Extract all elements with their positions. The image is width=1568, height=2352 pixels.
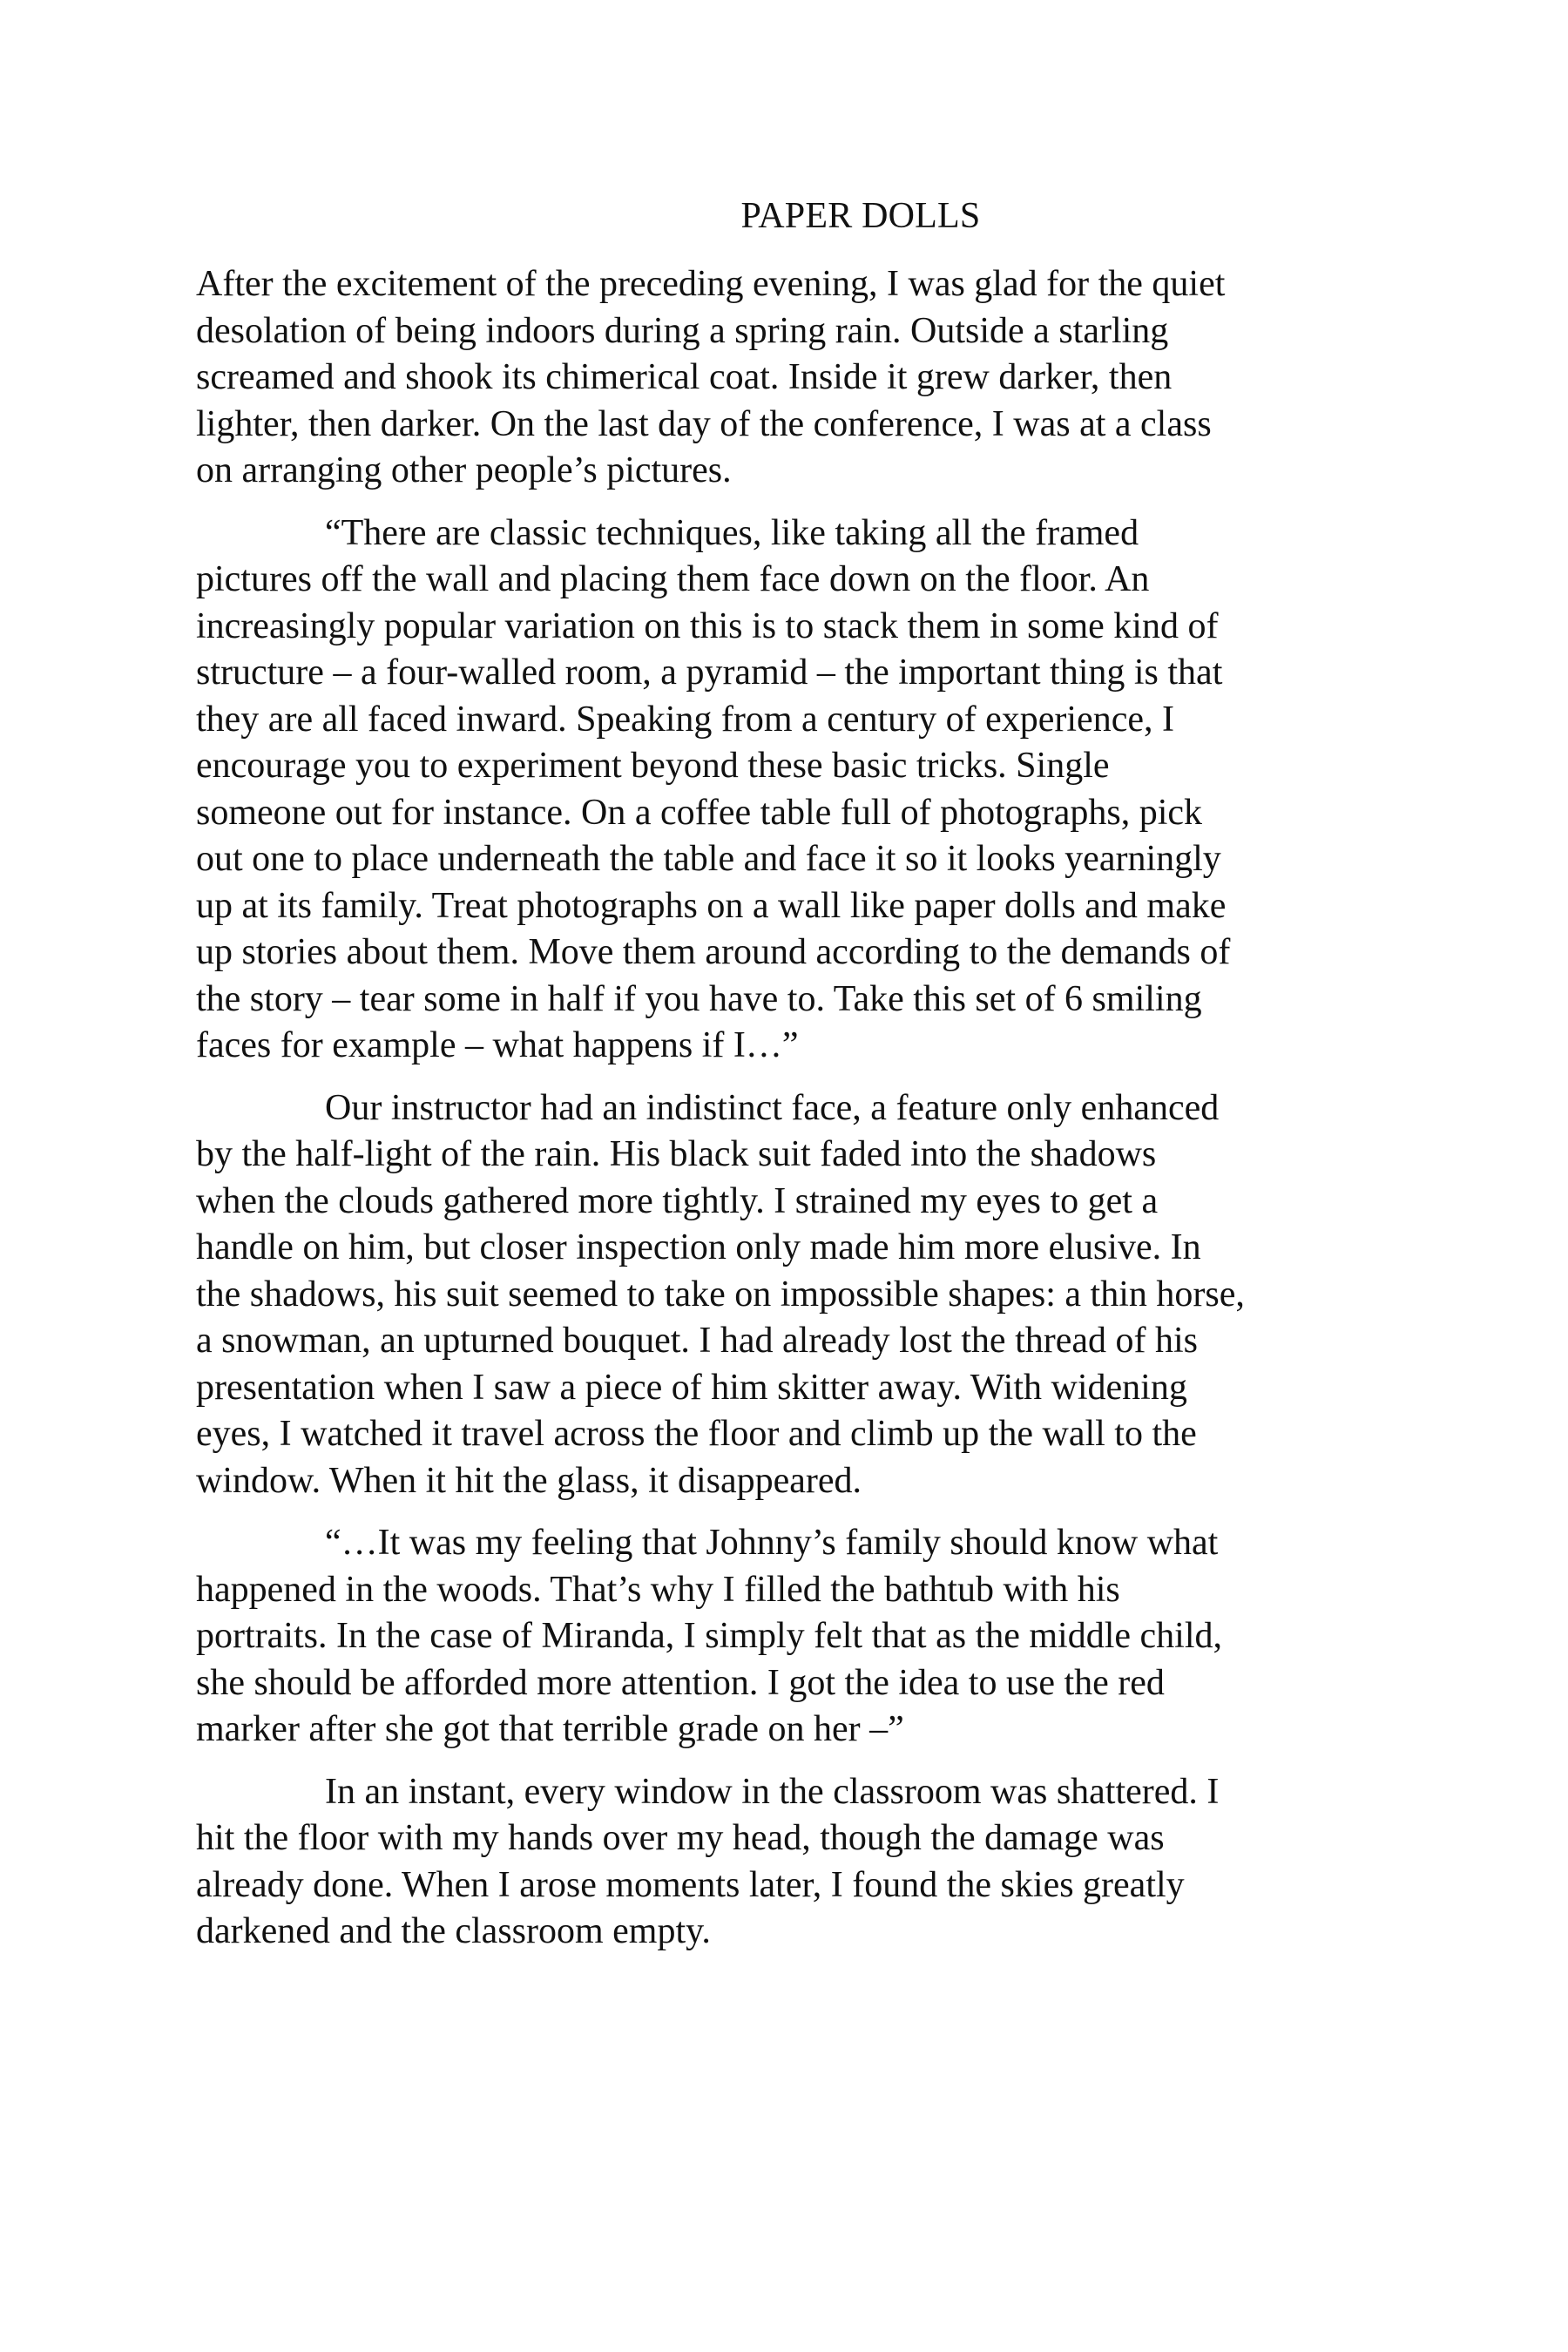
- document-body: [196, 261, 1350, 1971]
- document-title: PAPER DOLLS: [740, 196, 981, 236]
- paragraph-5: In an instant, every window in the classroom was shattered. I hit the floor with my hands over my head, though the damage was already done. When I arose moments later, I found the skies greatly darkened and the classroom empty.: [196, 1771, 1220, 1951]
- paragraph-4: “…It was my feeling that Johnny’s family should know what happened in the woods. That’s why I filled the bathtub with his portraits. In the case of Miranda, I simply felt that as the middle child, she should be afforded more attention. I got the idea to use the red marker after she got that terrible grade on her –”: [196, 1523, 1223, 1749]
- paragraph-2: “There are classic techniques, like taking all the framed pictures off the wall and placing them face down on the floor. An increasingly popular variation on this is to stack them in some kind of structure – a four-walled room, a pyramid – the important thing is that they are all faced inward. Speaking from a century of experience, I encourage you to experiment beyond these basic tricks. Single someone out for instance. On a coffee table full of photographs, pick out one to place underneath the table and face it so it looks yearningly up at its family. Treat photographs on a wall like paper dolls and make up stories about them. Move them around according to the demands of the story – tear some in half if you have to. Take this set of 6 smiling faces for example – what happens if I…”: [196, 512, 1231, 1065]
- paragraph-1: After the excitement of the preceding evening, I was glad for the quiet desolation of being indoors during a spring rain. Outside a starling screamed and shook its chimerical coat. Inside it grew darker, then lighter, then darker. On the last day of the conference, I was at a class on arranging other people’s pictures.: [196, 264, 1226, 490]
- paragraph-3: Our instructor had an indistinct face, a feature only enhanced by the half-light of the rain. His black suit faded into the shadows when the clouds gathered more tightly. I strained my eyes to get a handle on him, but closer inspection only made him more elusive. In the shadows, his suit seemed to take on impossible shapes: a thin horse, a snowman, an upturned bouquet. I had already lost the thread of his presentation when I saw a piece of him skitter away. With widening eyes, I watched it travel across the floor and climb up the wall to the window. When it hit the glass, it disappeared.: [196, 1087, 1245, 1501]
